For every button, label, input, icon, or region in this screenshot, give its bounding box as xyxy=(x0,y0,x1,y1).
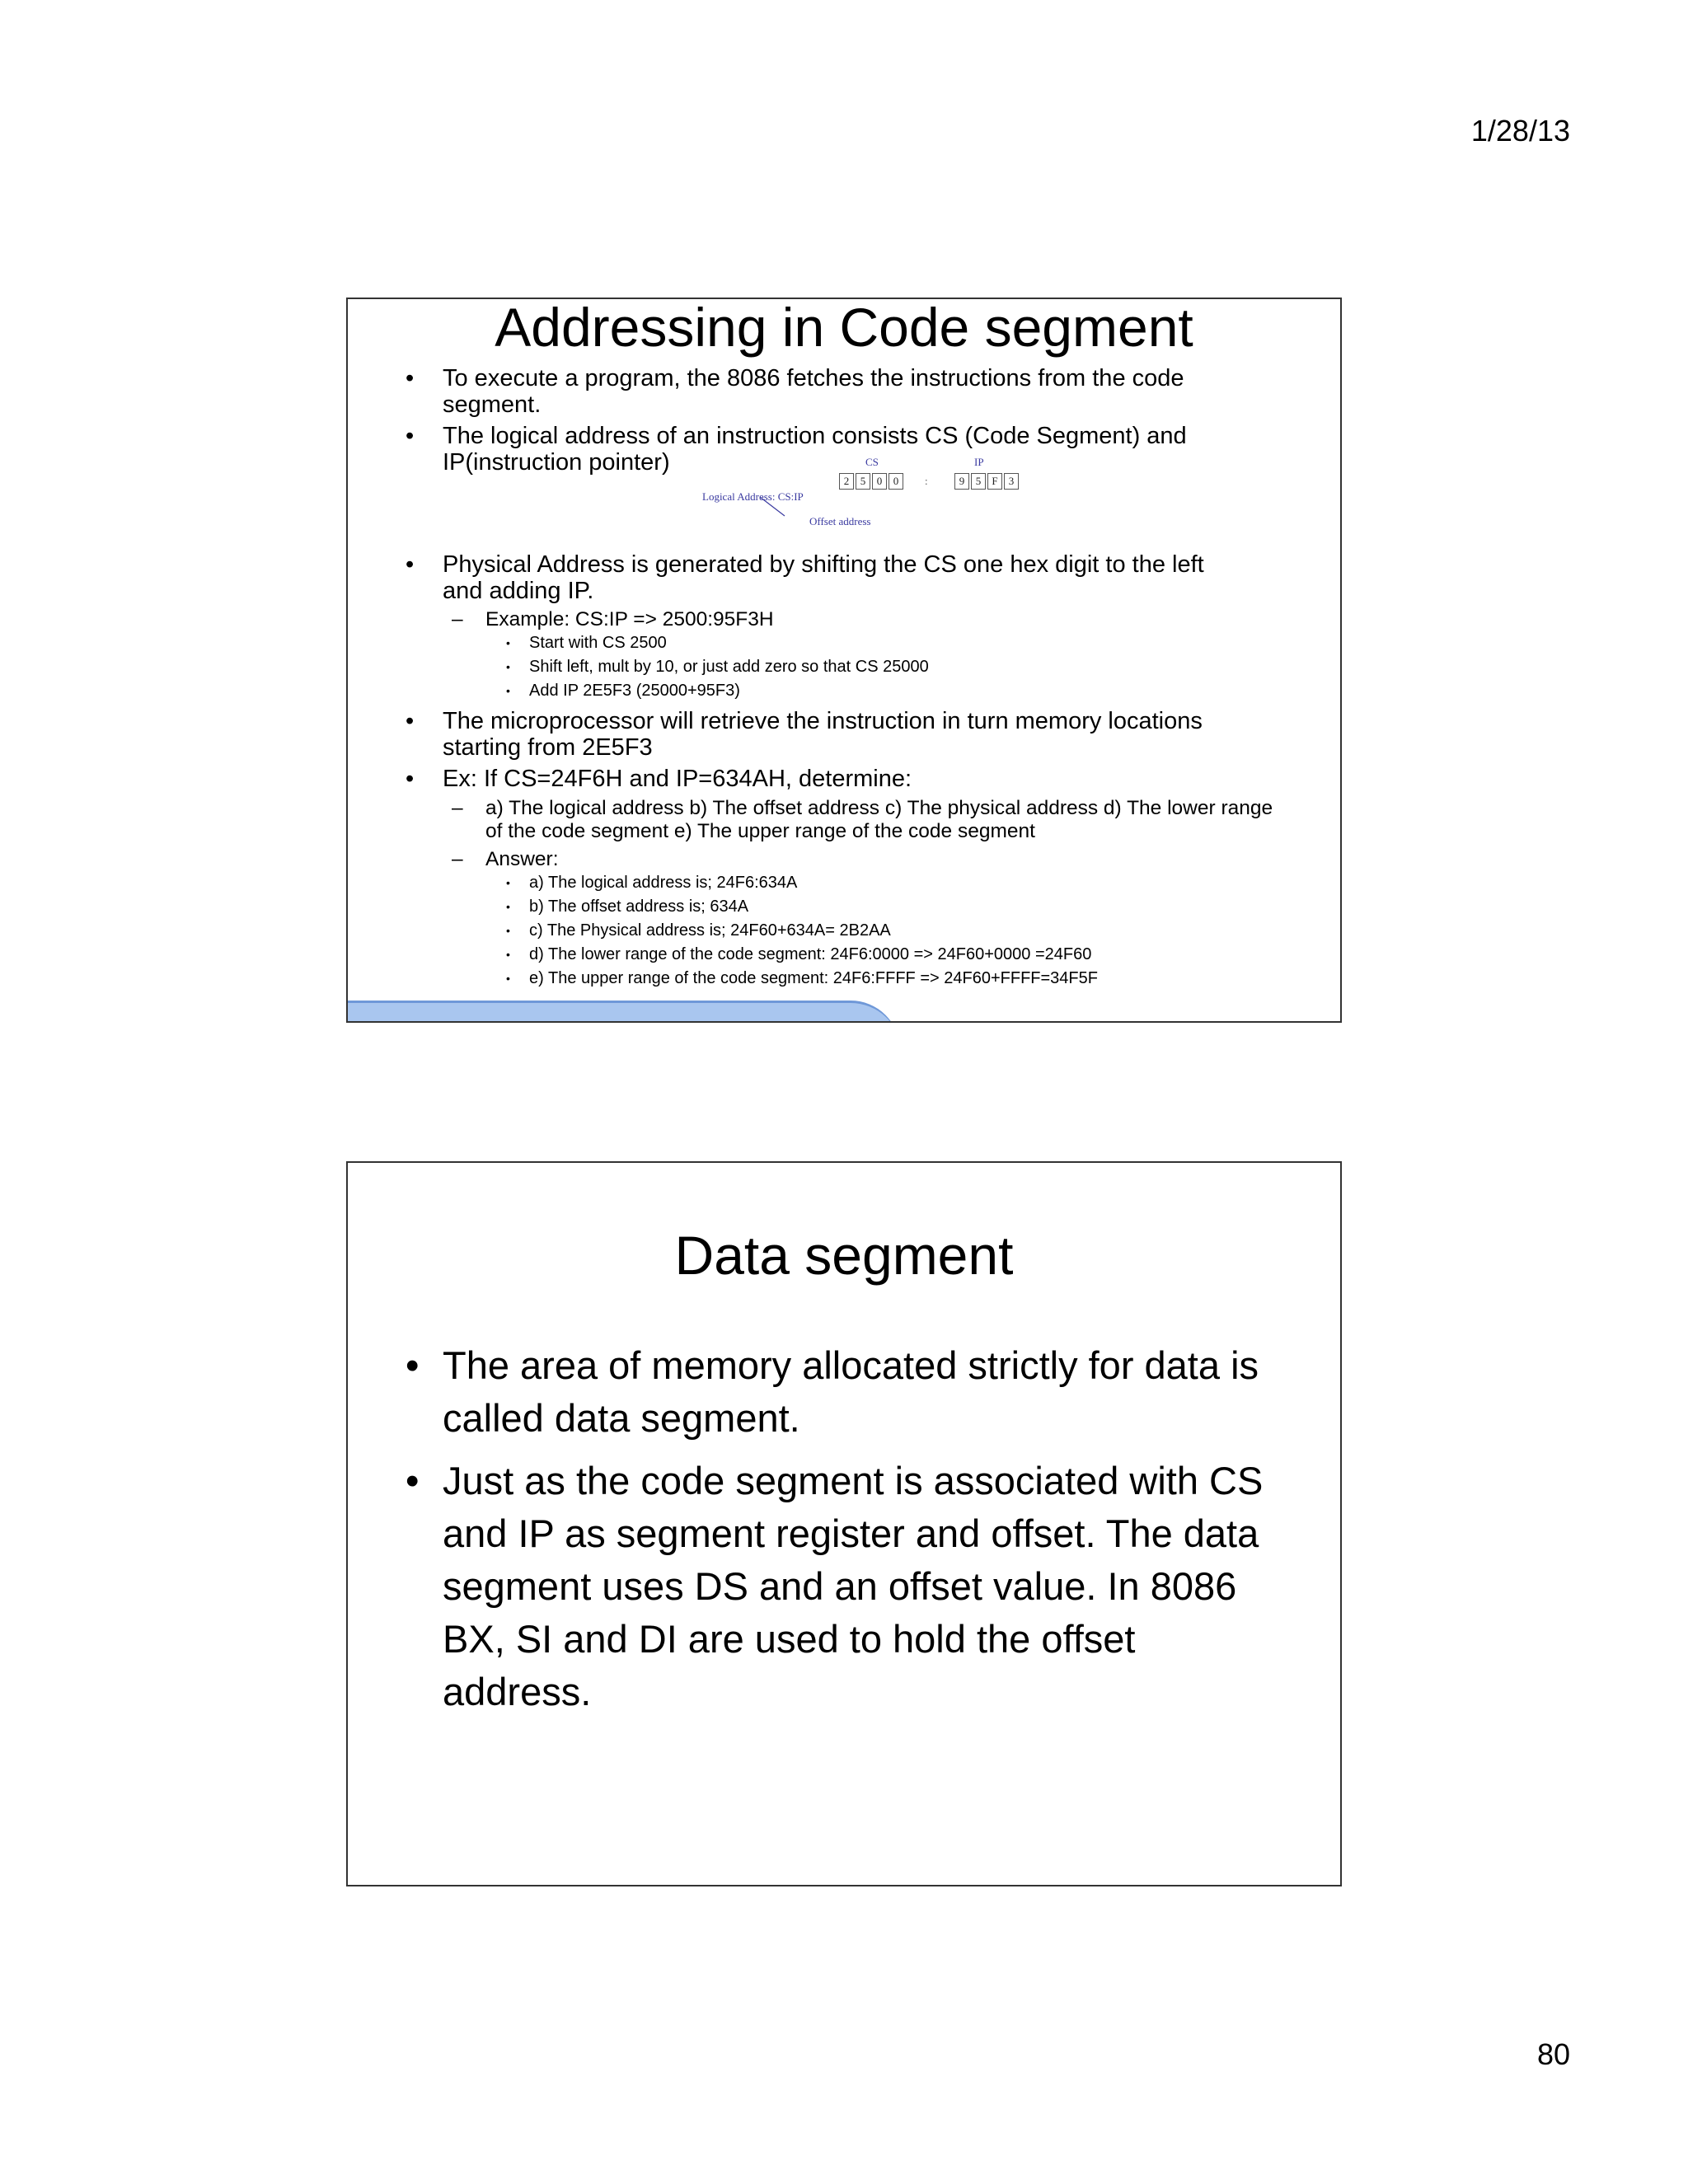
cs-digit-cell: 0 xyxy=(889,473,903,490)
ip-digit-cell: 3 xyxy=(1004,473,1019,490)
slide-title: Addressing in Code segment xyxy=(495,298,1193,358)
bullet-list xyxy=(348,1339,1340,1718)
bullet-marker: • xyxy=(506,876,510,889)
slide-title: Data segment xyxy=(674,1225,1014,1286)
bullet-marker: • xyxy=(406,1459,420,1502)
sub-item xyxy=(348,608,1340,631)
bullet-list-main xyxy=(348,551,1340,991)
bullet-marker: • xyxy=(406,1343,420,1387)
ip-digit-cell: F xyxy=(987,473,1002,490)
sub-text: Example: CS:IP => 2500:95F3H xyxy=(485,608,774,630)
bullet-marker: • xyxy=(406,766,415,792)
sub-sub-item xyxy=(348,679,1340,703)
sub-sub-item xyxy=(348,631,1340,655)
sub-item xyxy=(348,848,1340,871)
sub-text: Answer: xyxy=(485,848,559,870)
sub-sub-item xyxy=(348,655,1340,679)
bullet-text: Just as the code segment is associated with CS and IP as segment register and offset. The data segment uses DS and an offset value. In 8086 BX, SI and DI are used to hold the offset address. xyxy=(443,1459,1264,1713)
dash-marker: – xyxy=(452,797,463,819)
slide-addressing-code-segment xyxy=(346,298,1342,1023)
bullet-item xyxy=(348,766,1340,792)
bullet-marker: • xyxy=(406,423,415,449)
bullet-text: Ex: If CS=24F6H and IP=634AH, determine: xyxy=(443,766,912,792)
sub-sub-text: Add IP 2E5F3 (25000+95F3) xyxy=(529,682,740,700)
slide-data-segment xyxy=(346,1161,1342,1886)
sub-text: a) The logical address b) The offset address c) The physical address d) The lower range of the code segment e) The upper range of the code segment xyxy=(485,797,1273,842)
dash-marker: – xyxy=(452,608,463,630)
offset-address-label: Offset address xyxy=(809,515,871,527)
cs-digit-cell: 5 xyxy=(856,473,870,490)
separator: : xyxy=(925,475,928,487)
sub-sub-item xyxy=(348,895,1340,919)
cs-label: CS xyxy=(865,456,879,468)
bullet-item xyxy=(348,365,1340,418)
bullet-text: The logical address of an instruction consists CS (Code Segment) and IP(instruction pointer) xyxy=(443,423,1187,476)
bullet-text: Physical Address is generated by shifting the CS one hex digit to the left and adding IP. xyxy=(443,551,1204,604)
sub-sub-item xyxy=(348,967,1340,991)
bullet-item xyxy=(348,551,1340,604)
sub-sub-item xyxy=(348,871,1340,895)
bullet-item xyxy=(348,1455,1340,1718)
bullet-marker: • xyxy=(406,708,415,734)
ip-digit-cell: 5 xyxy=(971,473,986,490)
bullet-marker: • xyxy=(506,924,510,937)
answer-text: e) The upper range of the code segment: 24F6:FFFF => 24F60+FFFF=34F5F xyxy=(529,969,1098,987)
ip-label: IP xyxy=(974,456,984,468)
answer-text: c) The Physical address is; 24F60+634A= 2B2AA xyxy=(529,921,891,940)
slide-accent-shape xyxy=(346,1001,900,1023)
bullet-marker: • xyxy=(506,660,510,673)
bullet-marker: • xyxy=(506,900,510,913)
answer-text: a) The logical address is; 24F6:634A xyxy=(529,874,798,892)
sub-sub-text: Start with CS 2500 xyxy=(529,634,667,652)
cs-digit-cell: 2 xyxy=(839,473,854,490)
bullet-marker: • xyxy=(506,948,510,961)
bullet-marker: • xyxy=(506,972,510,985)
bullet-text: To execute a program, the 8086 fetches the instructions from the code segment. xyxy=(443,365,1184,418)
sub-sub-item xyxy=(348,919,1340,943)
bullet-marker: • xyxy=(506,636,510,649)
bullet-marker: • xyxy=(406,365,415,391)
bullet-text: The microprocessor will retrieve the instruction in turn memory locations starting from 2E5F3 xyxy=(443,708,1203,761)
bullet-item xyxy=(348,708,1340,761)
bullet-item xyxy=(348,1339,1340,1445)
sub-sub-text: Shift left, mult by 10, or just add zero so that CS 25000 xyxy=(529,658,929,676)
bullet-marker: • xyxy=(506,684,510,697)
page-number: 80 xyxy=(1536,2037,1570,2071)
sub-item xyxy=(348,797,1340,843)
cs-digit-cell: 0 xyxy=(872,473,887,490)
bullet-text: The area of memory allocated strictly for data is called data segment. xyxy=(443,1343,1259,1440)
page-date: 1/28/13 xyxy=(1470,114,1570,148)
cs-ip-diagram xyxy=(702,456,1156,538)
ip-digit-cell: 9 xyxy=(954,473,969,490)
bullet-marker: • xyxy=(406,551,415,578)
sub-sub-item xyxy=(348,943,1340,967)
logical-address-label: Logical Address: CS:IP xyxy=(702,490,804,503)
answer-text: b) The offset address is; 634A xyxy=(529,898,749,916)
answer-text: d) The lower range of the code segment: 24F6:0000 => 24F60+0000 =24F60 xyxy=(529,945,1092,963)
dash-marker: – xyxy=(452,848,463,870)
